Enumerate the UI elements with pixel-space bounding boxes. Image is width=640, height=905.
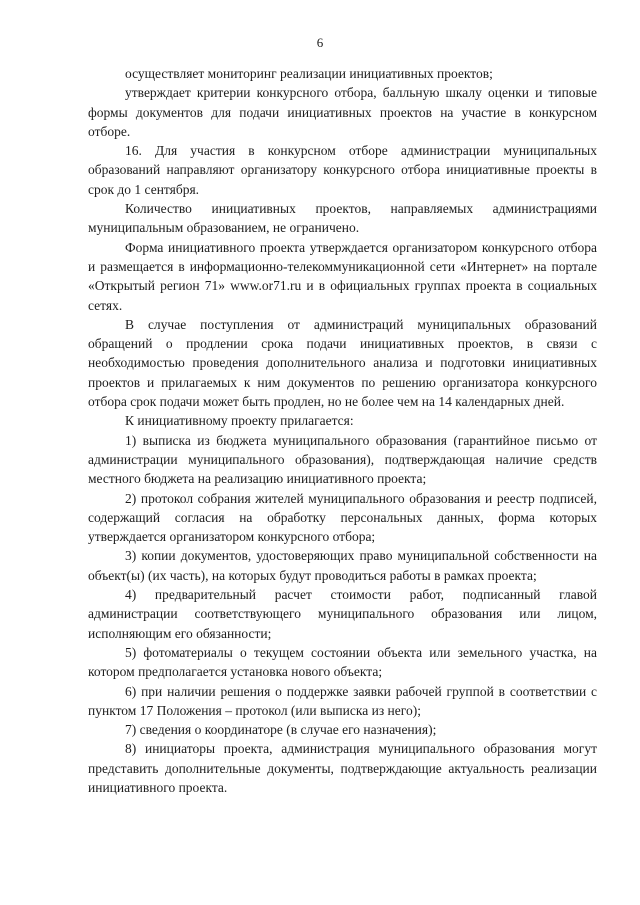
paragraph-attachment-5: 5) фотоматериалы о текущем состоянии объекта или земельного участка, на котором предполагается установка нового объекта; — [88, 644, 597, 680]
paragraph-deadline-extension: В случае поступления от администраций муниципальных образований обращений о продлении срока подачи инициативных проектов, в связи с необходимостью проведения дополнительного анализа и подготовки инициативных проектов и прилагаемых к ним документов по решению организатора конкурсного отбора срок подачи может быть продлен, но не более чем на 14 календарных дней. — [88, 316, 597, 410]
paragraph-attachment-8: 8) инициаторы проекта, администрация муниципального образования могут представить дополнительные документы, подтверждающие актуальность реализации инициативного проекта. — [88, 741, 597, 795]
paragraph-attachment-1: 1) выписка из бюджета муниципального образования (гарантийное письмо от администрации муниципального образования), подтверждающая наличие средств местного бюджета на реализацию инициативного проекта; — [88, 432, 597, 487]
paragraph-criteria: утверждает критерии конкурсного отбора, балльную шкалу оценки и типовые формы документов для подачи инициативных проектов на участие в конкурсном отборе. — [88, 85, 597, 139]
paragraph-item-16: 16. Для участия в конкурсном отборе администрации муниципальных образований направляют организатору конкурсного отбора инициативные проекты в срок до 1 сентября. — [88, 143, 597, 197]
paragraph-attachment-7: 7) сведения о координаторе (в случае его назначения); — [125, 722, 437, 738]
paragraph-project-count: Количество инициативных проектов, направляемых администрациями муниципальным образованием, не ограничено. — [88, 201, 597, 236]
paragraph-attachment-2: 2) протокол собрания жителей муниципального образования и реестр подписей, содержащий согласия на обработку персональных данных, форма которых утверждается организатором конкурсного отбора; — [88, 490, 597, 545]
paragraph-monitoring: осуществляет мониторинг реализации инициативных проектов; — [125, 66, 493, 81]
document-body — [88, 64, 597, 797]
page-number: 6 — [316, 35, 324, 50]
paragraph-attachment-6: 6) при наличии решения о поддержке заявки рабочей группой в соответствии с пунктом 17 Положения – протокол (или выписка из него); — [88, 683, 597, 718]
paragraph-project-form: Форма инициативного проекта утверждается организатором конкурсного отбора и размещается в информационно-телекоммуникационной сети «Интернет» на портале «Открытый регион 71» www.or71.ru и в официальных группах проекта в социальных сетях. — [88, 239, 597, 313]
paragraph-attachment-3: 3) копии документов, удостоверяющих право муниципальной собственности на объект(ы) (их часть), на которых будут проводиться работы в рамках проекта; — [88, 548, 597, 583]
paragraph-attachments-heading: К инициативному проекту прилагается: — [125, 413, 354, 429]
paragraph-attachment-4: 4) предварительный расчет стоимости работ, подписанный главой администрации соответствующего муниципального образования или лицом, исполняющим его обязанности; — [88, 587, 597, 641]
